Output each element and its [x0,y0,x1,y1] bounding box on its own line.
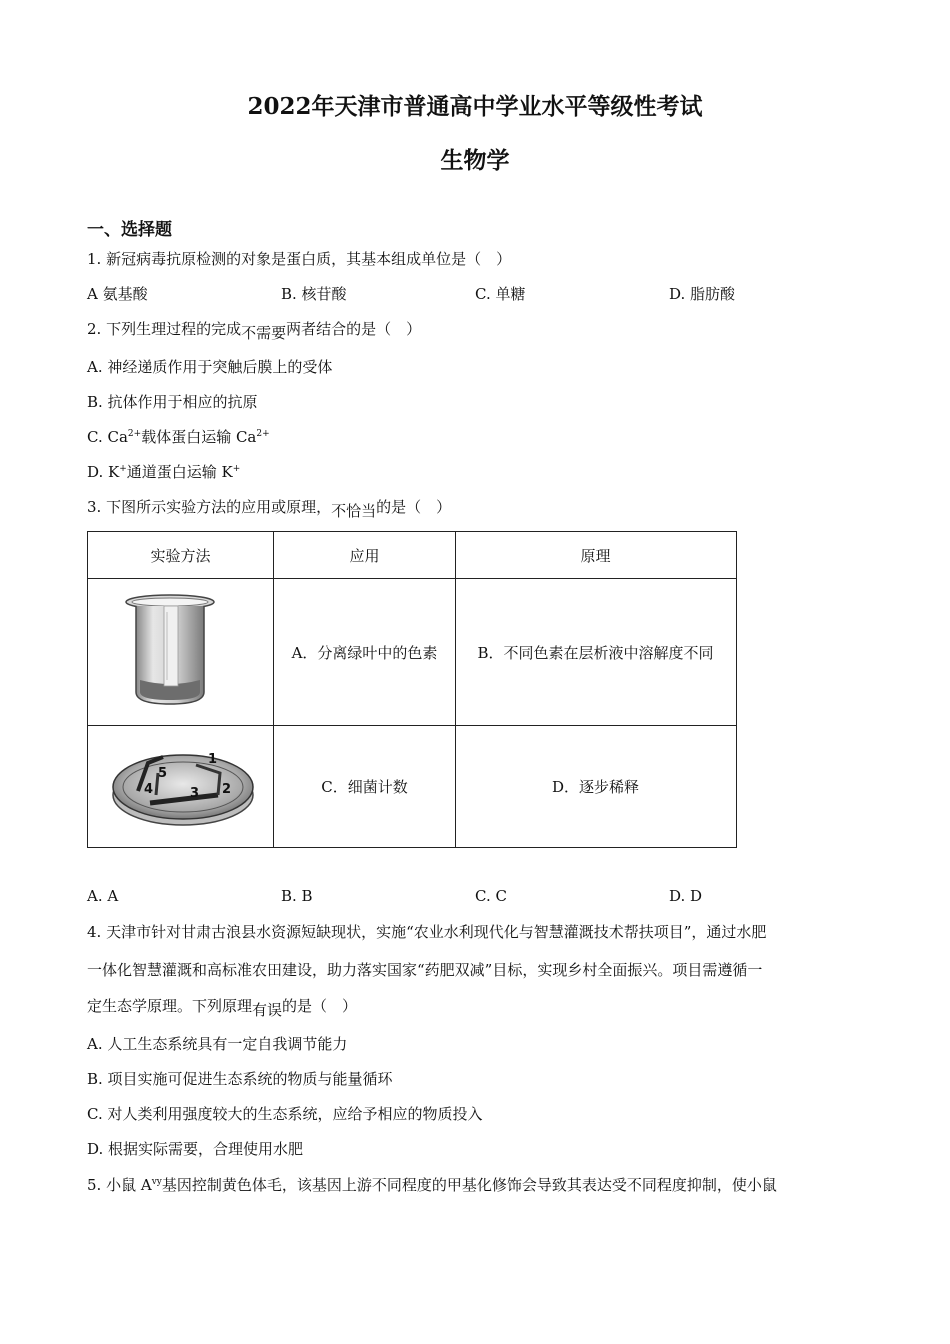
q2-stem-end: 两者结合的是（ ） [286,320,422,338]
table-header-method: 实验方法 [150,546,211,565]
question-4-line-2: 一体化智慧灌溉和高标准农田建设，助力落实国家“药肥双减”目标，实现乡村全面振兴。项目需遵循一 [87,961,763,979]
q1-option-d: D. 脂肪酸 [669,285,736,303]
q5-text-1: 5. 小鼠 A [87,1176,152,1194]
q2-c-charge-2: 2+ [256,429,270,439]
question-2-stem [87,319,422,342]
question-5-stem [87,1175,777,1195]
q4-option-c: C. 对人类利用强度较大的生态系统，应给予相应的物质投入 [87,1105,483,1123]
q5-text-2: 基因控制黄色体毛，该基因上游不同程度的甲基化修饰会导致其表达受不同程度抑制，使小鼠 [161,1176,777,1194]
q2-d-charge-2: + [232,464,241,474]
option-c-application: C．细菌计数 [321,777,408,796]
petri-dish-illustration [108,733,258,837]
page-title: 2022年天津市普通高中学业水平等级性考试 [247,93,703,120]
q1-option-c: C. 单糖 [475,285,526,303]
q4-option-a: A. 人工生态系统具有一定自我调节能力 [87,1035,348,1053]
q4-stem-end: 的是（ ） [282,997,358,1015]
q2-stem-start: 2. 下列生理过程的完成 [87,320,242,338]
q4-stem-emphasis: 有误 [252,1001,283,1019]
q2-c-text-2: 载体蛋白运输 Ca [141,428,257,446]
q4-option-d: D. 根据实际需要，合理使用水肥 [87,1140,304,1158]
q1-option-a: A 氨基酸 [87,285,148,303]
dish-label-1: 1 [208,752,218,767]
q2-stem-emphasis: 不需要 [241,324,287,342]
q2-d-text-2: 通道蛋白运输 K [126,463,233,481]
experiment-table [87,531,737,848]
q3-stem-end: 的是（ ） [376,498,452,516]
section-heading: 一、选择题 [87,220,172,240]
q3-option-a: A. A [87,887,119,905]
q2-d-charge-1: + [119,464,127,474]
dish-label-4: 4 [144,782,154,797]
question-4-line-3 [87,996,358,1019]
q2-option-b: B. 抗体作用于相应的抗原 [87,393,258,411]
question-1-stem: 1. 新冠病毒抗原检测的对象是蛋白质，其基本组成单位是（ ） [87,250,512,268]
q2-option-a: A. 神经递质作用于突触后膜上的受体 [87,358,333,376]
q4-option-b: B. 项目实施可促进生态系统的物质与能量循环 [87,1070,393,1088]
table-header-application: 应用 [349,546,380,565]
q2-option-d [87,462,240,482]
q3-stem-start: 3. 下图所示实验方法的应用或原理， [87,498,332,516]
option-d-principle: D．逐步稀释 [551,777,640,796]
beaker-illustration [120,592,220,712]
option-b-principle: B．不同色素在层析液中溶解度不同 [477,643,714,662]
q2-option-c [87,427,270,447]
q3-option-d: D. D [669,887,703,905]
dish-label-2: 2 [222,782,232,797]
table-header-principle: 原理 [580,546,611,565]
question-4-line-1: 4. 天津市针对甘肃古浪县水资源短缺现状，实施“农业水利现代化与智慧灌溉技术帮扶项目”，通过水肥 [87,923,767,941]
q1-option-b: B. 核苷酸 [281,285,347,303]
dish-label-3: 3 [190,786,200,801]
option-a-application: A．分离绿叶中的色素 [291,643,438,662]
q5-allele-superscript: vy [151,1177,162,1187]
dish-label-5: 5 [158,766,168,781]
question-3-stem [87,497,452,520]
page-subtitle: 生物学 [440,147,510,174]
q3-option-c: C. C [475,887,507,905]
q2-d-text-1: D. K [87,463,120,481]
q2-c-charge-1: 2+ [127,429,142,439]
q4-stem-start: 定生态学原理。下列原理 [87,997,253,1015]
q2-c-text-1: C. Ca [87,428,128,446]
q3-option-b: B. B [281,887,313,905]
q3-stem-emphasis: 不恰当 [331,502,377,520]
